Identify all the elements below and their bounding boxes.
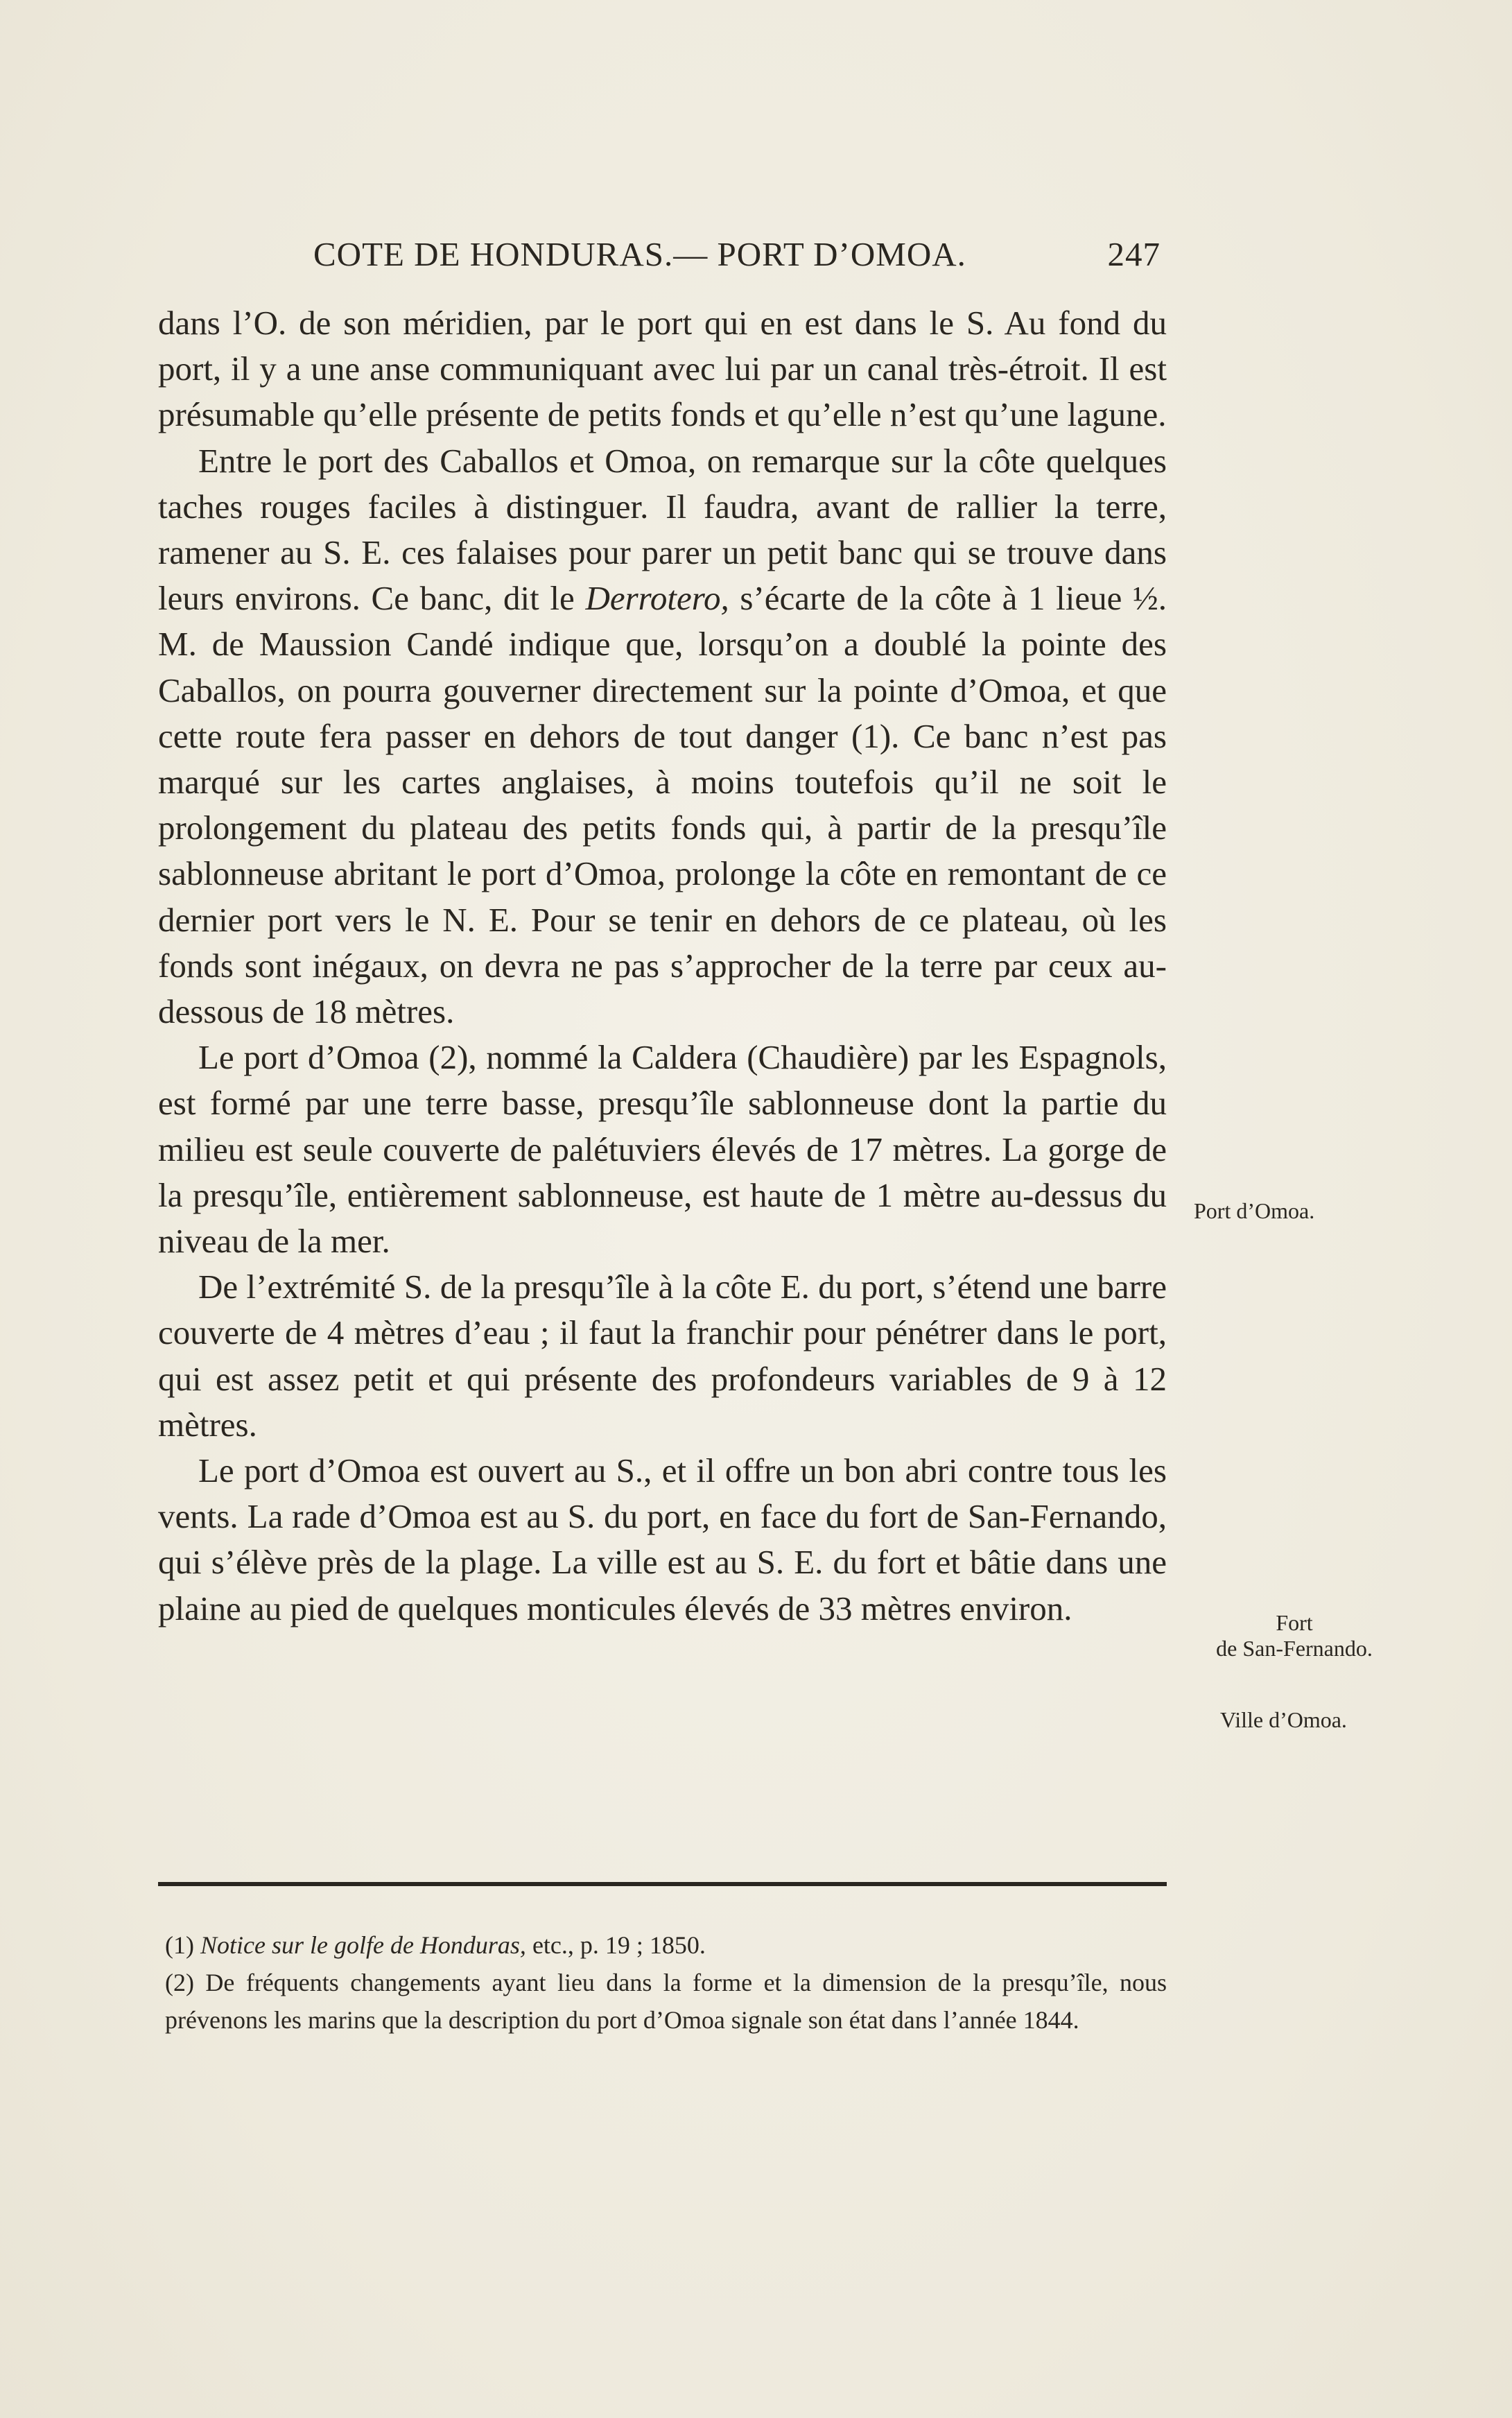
derrotero-title: Derrotero,: [585, 579, 729, 618]
paragraph-1: dans l’O. de son méridien, par le port qui en est dans le S. Au fond du port, il y a une anse communiquant avec lui par un canal très-étroit. Il est présumable qu’elle présente de petits fonds et qu’elle n’est qu’une lagune.: [158, 304, 1167, 434]
footnote-2: [165, 1964, 1167, 2039]
footnote-1-rest: etc., p. 19 ; 1850.: [532, 1931, 706, 1959]
running-header: [313, 234, 1161, 276]
footnote-1-title: Notice sur le golfe de Honduras,: [200, 1931, 526, 1959]
page-number: 247: [1107, 235, 1161, 273]
margin-note-fort: [1194, 1610, 1395, 1661]
paragraph-2-part-b: s’écarte de la côte à 1 lieue ½. M. de Maussion Candé indique que, lorsqu’on a doublé la pointe des Caballos, on pourra gouverner directement sur la pointe d’Omoa, et que cette route fera passer en dehors de tout danger (1). Ce banc n’est pas marqué sur les cartes anglaises, à moins toutefois qu’il ne soit le prolongement du plateau des petits fonds qui, à partir de la presqu’île sablonneuse abritant le port d’Omoa, prolonge la côte en remontant de ce dernier port vers le N. E. Pour se tenir en dehors de ce plateau, où les fonds sont inégaux, on devra ne pas s’approcher de la terre par ceux au-dessous de 18 mètres.: [158, 579, 1167, 1031]
footnote-2-mark: (2): [165, 1969, 194, 1996]
margin-note-fort-line2: de San-Fernando.: [1216, 1636, 1373, 1661]
footnote-1-mark: (1): [165, 1931, 194, 1959]
header-title: COTE DE HONDURAS.— PORT D’OMOA.: [313, 235, 966, 273]
paragraph-5: Le port d’Omoa est ouvert au S., et il offre un bon abri contre tous les vents. La rade d’Omoa est au S. du port, en face du fort de San-Fernando, qui s’élève près de la plage. La ville est au S. E. du fort et bâtie dans une plaine au pied de quelques monticules élevés de 33 mètres environ.: [158, 1451, 1167, 1627]
paragraph-3: Le port d’Omoa (2), nommé la Caldera (Chaudière) par les Espagnols, est formé par une terre basse, presqu’île sablonneuse dont la partie du milieu est seule couverte de palétuviers élevés de 17 mètres. La gorge de la presqu’île, entièrement sablonneuse, est haute de 1 mètre au-dessus du niveau de la mer.: [158, 1038, 1167, 1261]
margin-note-ville: Ville d’Omoa.: [1220, 1707, 1347, 1732]
margin-note-fort-line1: Fort: [1276, 1610, 1313, 1635]
paragraph-2-part-a: Entre le port des Caballos et Omoa, on remarque sur la côte quelques taches rouges faciles à distinguer. Il faudra, avant de rallier la terre, ramener au S. E. ces falaises pour parer un petit banc qui se trouve dans leurs environs. Ce banc, dit le: [158, 441, 1167, 618]
margin-note-port-omoa: Port d’Omoa.: [1194, 1198, 1315, 1223]
paragraph-2: [158, 438, 1167, 1035]
footnotes: [165, 1926, 1167, 2039]
footnote-2-text: De fréquents changements ayant lieu dans la forme et la dimension de la presqu’île, nous prévenons les marins que la description du port d’Omoa signale son état dans l’année 1844.: [165, 1969, 1167, 2034]
paragraph-4: De l’extrémité S. de la presqu’île à la côte E. du port, s’étend une barre couverte de 4 mètres d’eau ; il faut la franchir pour pénétrer dans le port, qui est assez petit et qui présente des profondeurs variables de 9 à 12 mètres.: [158, 1268, 1167, 1444]
body-text: [158, 300, 1167, 1632]
footnote-1: [165, 1926, 1167, 1964]
footnote-rule: [158, 1882, 1167, 1886]
